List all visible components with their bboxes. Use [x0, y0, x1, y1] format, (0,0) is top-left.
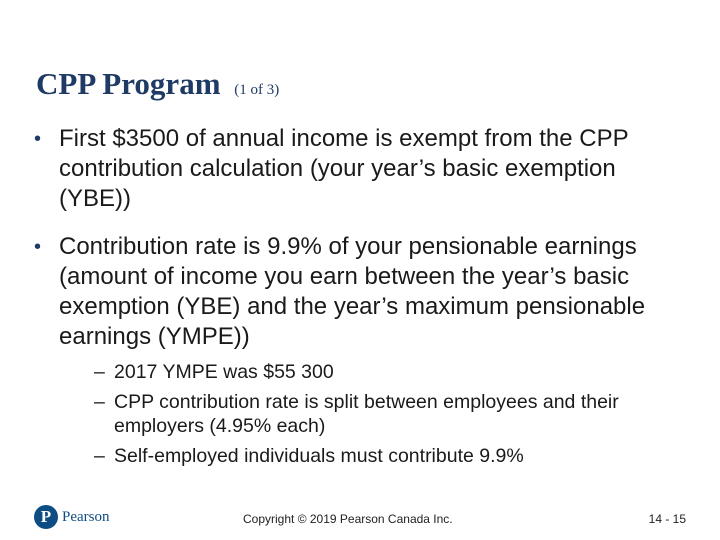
slide-footer: [0, 504, 720, 534]
slide-content: [34, 124, 694, 474]
bullet-marker: •: [34, 128, 42, 150]
sub-bullet-text: 2017 YMPE was $55 300: [114, 361, 334, 383]
copyright-text: Copyright © 2019 Pearson Canada Inc.: [243, 512, 453, 526]
sub-bullet-list: [94, 360, 694, 468]
sub-bullet-item: [94, 390, 694, 438]
slide-title-part: (1 of 3): [234, 82, 280, 98]
bullet-item: [34, 232, 694, 352]
sub-bullet-marker: –: [94, 361, 105, 383]
bullet-text: Contribution rate is 9.9% of your pensionable earnings (amount of income you earn between the year’s basic exemption (YBE) and the year’s maximum pensionable earnings (YMPE)): [59, 233, 646, 350]
sub-bullet-text: CPP contribution rate is split between employees and their employers (4.95% each): [114, 391, 619, 437]
bullet-text: First $3500 of annual income is exempt from the CPP contribution calculation (your year’s basic exemption (YBE)): [59, 125, 629, 212]
pearson-logo-icon: P: [34, 505, 58, 529]
slide-title-text: CPP Program: [36, 66, 221, 101]
sub-bullet-text: Self-employed individuals must contribute 9.9%: [114, 445, 524, 467]
pearson-logo-text: Pearson: [62, 508, 110, 525]
sub-bullet-marker: –: [94, 391, 105, 413]
sub-bullet-item: [94, 360, 694, 384]
bullet-item: [34, 124, 694, 214]
sub-bullet-marker: –: [94, 445, 105, 467]
slide-title: [36, 66, 279, 102]
page-number: 14 - 15: [648, 512, 686, 526]
sub-bullet-item: [94, 444, 694, 468]
bullet-marker: •: [34, 236, 42, 258]
pearson-logo: [34, 505, 110, 529]
